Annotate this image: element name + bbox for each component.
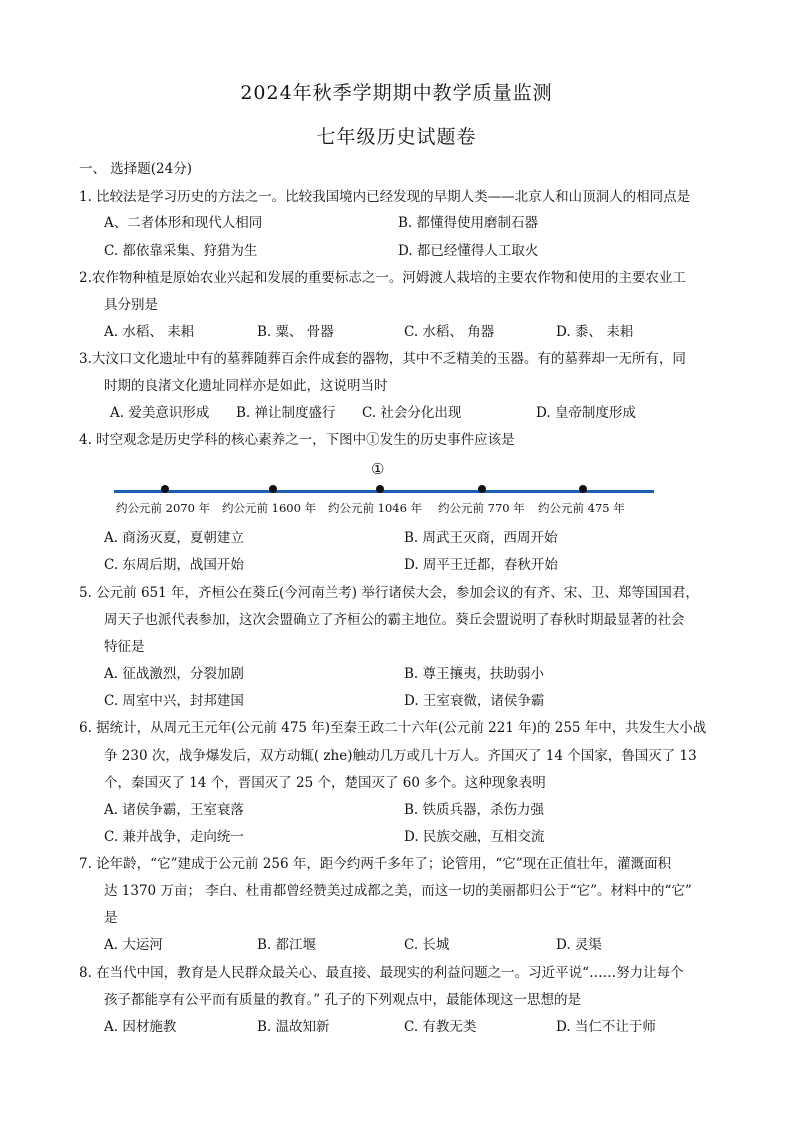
timeline-marker-1: ① — [371, 460, 385, 478]
q4-option-c: C. 东周后期，战国开始 — [104, 557, 244, 573]
timeline-label: 约公元前 1046 年 — [328, 501, 423, 515]
q2-option-b: B. 粟、 骨器 — [257, 324, 334, 340]
q4-timeline — [112, 458, 657, 520]
q4-option-b: B. 周武王灭商，西周开始 — [404, 530, 558, 546]
q3-option-a: A. 爱美意识形成 — [110, 405, 210, 421]
q6-option-c: C. 兼并战争，走向统一 — [104, 829, 244, 845]
q4-option-a: A. 商汤灭夏，夏朝建立 — [104, 530, 244, 546]
timeline-label: 约公元前 2070 年 — [116, 501, 211, 515]
q6-stem-line1: 6. 据统计，从周元王元年(公元前 475 年)至秦王政二十六年(公元前 221 年)的 255 年中，共发生大小战 — [79, 720, 707, 736]
q3-option-b: B. 禅让制度盛行 — [236, 405, 336, 421]
q4-option-d: D. 周平王迁都，春秋开始 — [404, 557, 558, 573]
q2-stem-line2: 具分别是 — [104, 297, 158, 313]
timeline-axis — [114, 490, 654, 493]
q7-stem-line2: 达 1370 万亩； 李白、杜甫都曾经赞美过成都之美，而这一切的美丽都归公于“它”。材料中的“它” — [104, 883, 692, 899]
q8-stem-line2: 孩子都能享有公平而有质量的教育。” 孔子的下列观点中，最能体现这一思想的是 — [104, 992, 581, 1008]
q3-option-c: C. 社会分化出现 — [362, 405, 462, 421]
q6-option-d: D. 民族交融，互相交流 — [404, 829, 545, 845]
q6-stem-line3: 个，秦国灭了 14 个，晋国灭了 25 个，楚国灭了 60 多个。这种现象表明 — [104, 775, 546, 791]
timeline-label: 约公元前 475 年 — [538, 501, 625, 515]
q8-option-a: A. 因材施教 — [104, 1019, 177, 1035]
q8-stem-line1: 8. 在当代中国，教育是人民群众最关心、最直接、最现实的利益问题之一。习近平说“……努力让每个 — [79, 965, 684, 981]
q7-stem-line3: 是 — [104, 910, 118, 926]
q7-option-c: C. 长城 — [404, 937, 450, 953]
q5-option-d: D. 王室衰微，诸侯争霸 — [404, 693, 545, 709]
q5-option-b: B. 尊王攘夷，扶助弱小 — [404, 666, 545, 682]
timeline-dot — [161, 485, 169, 493]
q6-stem-line2: 争 230 次，战争爆发后，双方动辄( zhe)触动几万或几十万人。齐国灭了 14 个国家，鲁国灭了 13 — [104, 748, 697, 764]
q5-option-c: C. 周室中兴，封邦建国 — [104, 693, 244, 709]
q7-stem-line1: 7. 论年龄，“它”建成于公元前 256 年，距今约两千多年了；论管用，“它”现在正值壮年，灌溉面积 — [79, 856, 672, 872]
q5-stem-line1: 5. 公元前 651 年，齐桓公在葵丘(今河南兰考) 举行诸侯大会，参加会议的有齐、宋、卫、郑等国国君， — [79, 585, 699, 601]
q1-option-d: D. 都已经懂得人工取火 — [398, 243, 539, 259]
q2-option-c: C. 水稻、 角器 — [404, 324, 495, 340]
section-heading: 一、 选择题(24分) — [79, 161, 193, 177]
q3-option-d: D. 皇帝制度形成 — [536, 405, 636, 421]
q6-option-a: A. 诸侯争霸，王室衰落 — [104, 802, 244, 818]
q2-option-d: D. 黍、 耒耜 — [556, 324, 634, 340]
q3-stem-line2: 时期的良渚文化遗址同样亦是如此，这说明当时 — [104, 378, 388, 394]
q7-option-d: D. 灵渠 — [556, 937, 602, 953]
q8-option-d: D. 当仁不让于师 — [556, 1019, 656, 1035]
q4-stem: 4. 时空观念是历史学科的核心素养之一，下图中①发生的历史事件应该是 — [79, 432, 515, 448]
q5-stem-line2: 周天子也派代表参加，这次会盟确立了齐桓公的霸主地位。葵丘会盟说明了春秋时期最显著的社会 — [104, 612, 685, 628]
q8-option-c: C. 有教无类 — [404, 1019, 477, 1035]
timeline-dot — [579, 485, 587, 493]
exam-subtitle: 七年级历史试题卷 — [316, 126, 477, 148]
timeline-dot — [269, 485, 277, 493]
timeline-dot — [478, 485, 486, 493]
q1-option-a: A、二者体形和现代人相同 — [104, 215, 263, 231]
q1-stem: 1. 比较法是学习历史的方法之一。比较我国境内已经发现的早期人类——北京人和山顶洞人的相同点是 — [79, 189, 691, 205]
q1-option-b: B. 都懂得使用磨制石器 — [398, 215, 539, 231]
exam-title: 2024年秋季学期期中教学质量监测 — [240, 82, 553, 104]
q5-option-a: A. 征战激烈，分裂加剧 — [104, 666, 244, 682]
q1-option-c: C. 都依靠采集、狩猎为生 — [104, 243, 258, 259]
q3-stem-line1: 3.大汶口文化遗址中有的墓葬随葬百余件成套的器物，其中不乏精美的玉器。有的墓葬却一无所有，同 — [79, 351, 686, 367]
q2-option-a: A. 水稻、 耒耜 — [104, 324, 195, 340]
timeline-label: 约公元前 1600 年 — [222, 501, 317, 515]
timeline-label: 约公元前 770 年 — [438, 501, 525, 515]
q7-option-a: A. 大运河 — [104, 937, 163, 953]
q7-option-b: B. 都江堰 — [257, 937, 317, 953]
q6-option-b: B. 铁质兵器，杀伤力强 — [404, 802, 545, 818]
timeline-dot — [376, 485, 384, 493]
q2-stem-line1: 2.农作物种植是原始农业兴起和发展的重要标志之一。河姆渡人栽培的主要农作物和使用的主要农业工 — [79, 270, 686, 286]
q5-stem-line3: 特征是 — [104, 639, 145, 655]
q8-option-b: B. 温故知新 — [257, 1019, 330, 1035]
